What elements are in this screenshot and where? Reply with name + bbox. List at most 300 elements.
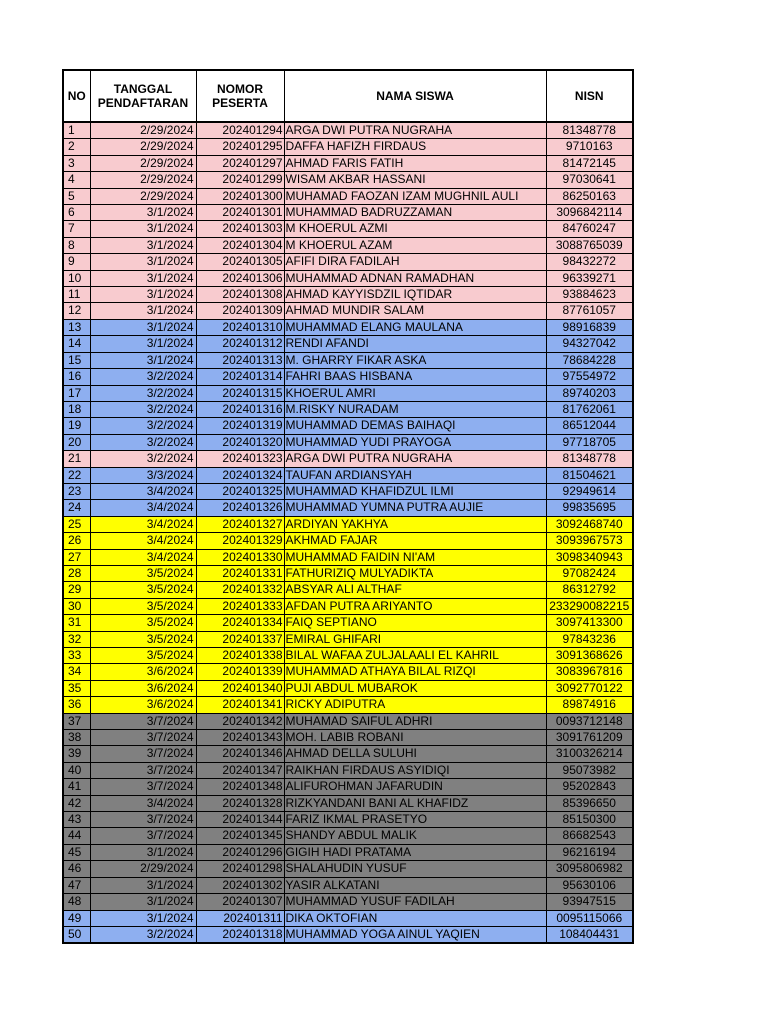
cell-nisn: 3092468740: [546, 516, 633, 532]
cell-tanggal: 3/6/2024: [90, 664, 196, 680]
cell-nama-siswa: MUHAMMAD YOGA AINUL YAQIEN: [284, 926, 546, 943]
cell-no: 1: [63, 122, 90, 139]
cell-nama-siswa: M KHOERUL AZAM: [284, 237, 546, 253]
header-nomor-peserta: NOMOR PESERTA: [196, 70, 284, 122]
cell-nama-siswa: MUHAMMAD ADNAN RAMADHAN: [284, 270, 546, 286]
cell-no: 39: [63, 746, 90, 762]
cell-nisn: 86682543: [546, 828, 633, 844]
cell-nomor-peserta: 202401344: [196, 812, 284, 828]
cell-nomor-peserta: 202401329: [196, 533, 284, 549]
table-row: [63, 516, 633, 532]
header-row: [63, 70, 633, 122]
table-row: [63, 926, 633, 943]
cell-nama-siswa: KHOERUL AMRI: [284, 385, 546, 401]
cell-nama-siswa: FARIZ IKMAL PRASETYO: [284, 812, 546, 828]
header-tanggal-pendaftaran: TANGGAL PENDAFTARAN: [90, 70, 196, 122]
table-row: [63, 582, 633, 598]
cell-no: 8: [63, 237, 90, 253]
table-row: [63, 188, 633, 204]
table-row: [63, 730, 633, 746]
cell-tanggal: 3/7/2024: [90, 828, 196, 844]
cell-nisn: 98916839: [546, 319, 633, 335]
cell-nisn: 0095115066: [546, 910, 633, 926]
cell-no: 33: [63, 648, 90, 664]
cell-nama-siswa: MUHAMMAD ATHAYA BILAL RIZQI: [284, 664, 546, 680]
cell-nomor-peserta: 202401312: [196, 336, 284, 352]
cell-tanggal: 3/4/2024: [90, 795, 196, 811]
cell-nisn: 89740203: [546, 385, 633, 401]
cell-nisn: 81762061: [546, 401, 633, 417]
table-row: [63, 205, 633, 221]
table-row: [63, 270, 633, 286]
cell-nomor-peserta: 202401339: [196, 664, 284, 680]
cell-nomor-peserta: 202401324: [196, 467, 284, 483]
cell-no: 36: [63, 697, 90, 713]
cell-nama-siswa: EMIRAL GHIFARI: [284, 631, 546, 647]
cell-nisn: 3098340943: [546, 549, 633, 565]
cell-nisn: 95630106: [546, 877, 633, 893]
cell-nomor-peserta: 202401297: [196, 155, 284, 171]
cell-nomor-peserta: 202401319: [196, 418, 284, 434]
table-row: [63, 828, 633, 844]
cell-nomor-peserta: 202401311: [196, 910, 284, 926]
table-row: [63, 122, 633, 139]
cell-nisn: 85150300: [546, 812, 633, 828]
table-row: [63, 598, 633, 614]
table-row: [63, 483, 633, 499]
table-row: [63, 549, 633, 565]
cell-tanggal: 3/5/2024: [90, 615, 196, 631]
cell-nomor-peserta: 202401341: [196, 697, 284, 713]
table-row: [63, 434, 633, 450]
cell-no: 50: [63, 926, 90, 943]
cell-no: 3: [63, 155, 90, 171]
table-row: [63, 172, 633, 188]
cell-nomor-peserta: 202401343: [196, 730, 284, 746]
table-row: [63, 500, 633, 516]
cell-tanggal: 3/5/2024: [90, 565, 196, 581]
cell-nisn: 84760247: [546, 221, 633, 237]
cell-no: 18: [63, 401, 90, 417]
cell-nomor-peserta: 202401316: [196, 401, 284, 417]
table-row: [63, 615, 633, 631]
cell-no: 41: [63, 779, 90, 795]
cell-nama-siswa: MUHAMMAD FAIDIN NI'AM: [284, 549, 546, 565]
table-row: [63, 221, 633, 237]
cell-nomor-peserta: 202401325: [196, 483, 284, 499]
table-row: [63, 303, 633, 319]
cell-nama-siswa: FAHRI BAAS HISBANA: [284, 369, 546, 385]
cell-nisn: 99835695: [546, 500, 633, 516]
cell-nomor-peserta: 202401326: [196, 500, 284, 516]
table-row: [63, 139, 633, 155]
cell-nama-siswa: AHMAD MUNDIR SALAM: [284, 303, 546, 319]
table-row: [63, 894, 633, 910]
cell-nisn: 78684228: [546, 352, 633, 368]
cell-nama-siswa: ARGA DWI PUTRA NUGRAHA: [284, 122, 546, 139]
cell-nisn: 85396650: [546, 795, 633, 811]
cell-tanggal: 3/2/2024: [90, 926, 196, 943]
cell-no: 28: [63, 565, 90, 581]
cell-nama-siswa: SHALAHUDIN YUSUF: [284, 861, 546, 877]
cell-nama-siswa: M. GHARRY FIKAR ASKA: [284, 352, 546, 368]
cell-no: 37: [63, 713, 90, 729]
table-row: [63, 680, 633, 696]
cell-no: 14: [63, 336, 90, 352]
cell-no: 38: [63, 730, 90, 746]
cell-tanggal: 2/29/2024: [90, 139, 196, 155]
cell-no: 16: [63, 369, 90, 385]
table-row: [63, 877, 633, 893]
table-row: [63, 254, 633, 270]
table-row: [63, 648, 633, 664]
cell-tanggal: 3/2/2024: [90, 434, 196, 450]
cell-tanggal: 3/1/2024: [90, 221, 196, 237]
cell-tanggal: 3/7/2024: [90, 762, 196, 778]
cell-nomor-peserta: 202401333: [196, 598, 284, 614]
cell-nisn: 97843236: [546, 631, 633, 647]
cell-nama-siswa: GIGIH HADI PRATAMA: [284, 844, 546, 860]
cell-nomor-peserta: 202401342: [196, 713, 284, 729]
cell-nisn: 81472145: [546, 155, 633, 171]
cell-nama-siswa: TAUFAN ARDIANSYAH: [284, 467, 546, 483]
cell-tanggal: 3/2/2024: [90, 401, 196, 417]
cell-nisn: 87761057: [546, 303, 633, 319]
cell-nama-siswa: DIKA OKTOFIAN: [284, 910, 546, 926]
table-row: [63, 287, 633, 303]
cell-nomor-peserta: 202401323: [196, 451, 284, 467]
cell-nomor-peserta: 202401300: [196, 188, 284, 204]
cell-tanggal: 3/4/2024: [90, 500, 196, 516]
cell-nama-siswa: AFDAN PUTRA ARIYANTO: [284, 598, 546, 614]
cell-tanggal: 2/29/2024: [90, 861, 196, 877]
cell-nomor-peserta: 202401315: [196, 385, 284, 401]
cell-nisn: 95202843: [546, 779, 633, 795]
cell-no: 21: [63, 451, 90, 467]
cell-nama-siswa: MUHAMAD SAIFUL ADHRI: [284, 713, 546, 729]
cell-nama-siswa: MUHAMMAD YUMNA PUTRA AUJIE: [284, 500, 546, 516]
cell-nama-siswa: RIZKYANDANI BANI AL KHAFIDZ: [284, 795, 546, 811]
table-row: [63, 237, 633, 253]
cell-nomor-peserta: 202401346: [196, 746, 284, 762]
cell-nisn: 97030641: [546, 172, 633, 188]
cell-nomor-peserta: 202401318: [196, 926, 284, 943]
table-row: [63, 762, 633, 778]
cell-nisn: 3083967816: [546, 664, 633, 680]
cell-nisn: 94327042: [546, 336, 633, 352]
table-row: [63, 385, 633, 401]
cell-no: 15: [63, 352, 90, 368]
cell-nomor-peserta: 202401299: [196, 172, 284, 188]
cell-nomor-peserta: 202401348: [196, 779, 284, 795]
cell-nama-siswa: MUHAMMAD KHAFIDZUL ILMI: [284, 483, 546, 499]
cell-nomor-peserta: 202401308: [196, 287, 284, 303]
cell-nisn: 9710163: [546, 139, 633, 155]
cell-tanggal: 3/1/2024: [90, 336, 196, 352]
cell-nisn: 3091368626: [546, 648, 633, 664]
cell-tanggal: 2/29/2024: [90, 188, 196, 204]
cell-nama-siswa: PUJI ABDUL MUBAROK: [284, 680, 546, 696]
table-row: [63, 861, 633, 877]
cell-no: 5: [63, 188, 90, 204]
cell-tanggal: 3/1/2024: [90, 254, 196, 270]
table-row: [63, 451, 633, 467]
cell-nama-siswa: BILAL WAFAA ZULJALAALI EL KAHRIL: [284, 648, 546, 664]
cell-nisn: 86512044: [546, 418, 633, 434]
cell-nisn: 86250163: [546, 188, 633, 204]
cell-nomor-peserta: 202401295: [196, 139, 284, 155]
cell-tanggal: 3/2/2024: [90, 369, 196, 385]
cell-nisn: 93884623: [546, 287, 633, 303]
cell-tanggal: 3/2/2024: [90, 451, 196, 467]
cell-no: 9: [63, 254, 90, 270]
cell-no: 46: [63, 861, 90, 877]
cell-tanggal: 3/6/2024: [90, 697, 196, 713]
cell-tanggal: 3/1/2024: [90, 319, 196, 335]
cell-no: 30: [63, 598, 90, 614]
table-row: [63, 565, 633, 581]
cell-nomor-peserta: 202401309: [196, 303, 284, 319]
cell-no: 40: [63, 762, 90, 778]
cell-nomor-peserta: 202401340: [196, 680, 284, 696]
cell-nisn: 96216194: [546, 844, 633, 860]
cell-nomor-peserta: 202401306: [196, 270, 284, 286]
cell-tanggal: 3/7/2024: [90, 713, 196, 729]
cell-nama-siswa: AHMAD FARIS FATIH: [284, 155, 546, 171]
cell-tanggal: 2/29/2024: [90, 172, 196, 188]
cell-tanggal: 3/7/2024: [90, 746, 196, 762]
cell-nama-siswa: RICKY ADIPUTRA: [284, 697, 546, 713]
cell-tanggal: 3/1/2024: [90, 910, 196, 926]
cell-no: 10: [63, 270, 90, 286]
cell-nisn: 0093712148: [546, 713, 633, 729]
cell-tanggal: 3/5/2024: [90, 582, 196, 598]
table-row: [63, 319, 633, 335]
cell-tanggal: 3/4/2024: [90, 483, 196, 499]
cell-nama-siswa: M.RISKY NURADAM: [284, 401, 546, 417]
cell-nisn: 97554972: [546, 369, 633, 385]
cell-nisn: 92949614: [546, 483, 633, 499]
cell-no: 48: [63, 894, 90, 910]
cell-tanggal: 3/5/2024: [90, 648, 196, 664]
cell-tanggal: 3/3/2024: [90, 467, 196, 483]
cell-nomor-peserta: 202401304: [196, 237, 284, 253]
cell-no: 12: [63, 303, 90, 319]
cell-no: 23: [63, 483, 90, 499]
cell-nomor-peserta: 202401345: [196, 828, 284, 844]
cell-no: 19: [63, 418, 90, 434]
cell-nisn: 81504621: [546, 467, 633, 483]
cell-no: 44: [63, 828, 90, 844]
cell-tanggal: 2/29/2024: [90, 122, 196, 139]
cell-tanggal: 3/1/2024: [90, 894, 196, 910]
cell-nomor-peserta: 202401303: [196, 221, 284, 237]
cell-nisn: 97718705: [546, 434, 633, 450]
cell-nomor-peserta: 202401331: [196, 565, 284, 581]
cell-tanggal: 3/1/2024: [90, 352, 196, 368]
cell-no: 25: [63, 516, 90, 532]
table-row: [63, 779, 633, 795]
cell-nisn: 3093967573: [546, 533, 633, 549]
table-row: [63, 631, 633, 647]
table-row: [63, 336, 633, 352]
table-row: [63, 352, 633, 368]
cell-nama-siswa: YASIR ALKATANI: [284, 877, 546, 893]
cell-nisn: 96339271: [546, 270, 633, 286]
cell-no: 42: [63, 795, 90, 811]
cell-nama-siswa: AFIFI DIRA FADILAH: [284, 254, 546, 270]
cell-nomor-peserta: 202401313: [196, 352, 284, 368]
cell-tanggal: 3/1/2024: [90, 303, 196, 319]
cell-nisn: 233290082215: [546, 598, 633, 614]
cell-nisn: 95073982: [546, 762, 633, 778]
cell-no: 35: [63, 680, 90, 696]
cell-no: 31: [63, 615, 90, 631]
cell-nisn: 3092770122: [546, 680, 633, 696]
cell-nama-siswa: RAIKHAN FIRDAUS ASYIDIQI: [284, 762, 546, 778]
registration-table: [62, 69, 634, 944]
cell-tanggal: 3/1/2024: [90, 287, 196, 303]
header-nama-siswa: NAMA SISWA: [284, 70, 546, 122]
table-row: [63, 812, 633, 828]
cell-no: 47: [63, 877, 90, 893]
cell-nomor-peserta: 202401294: [196, 122, 284, 139]
cell-tanggal: 3/1/2024: [90, 270, 196, 286]
cell-nomor-peserta: 202401327: [196, 516, 284, 532]
cell-nisn: 81348778: [546, 122, 633, 139]
header-no: NO: [63, 70, 90, 122]
cell-nisn: 86312792: [546, 582, 633, 598]
cell-tanggal: 3/5/2024: [90, 598, 196, 614]
cell-nomor-peserta: 202401330: [196, 549, 284, 565]
table-row: [63, 467, 633, 483]
cell-nomor-peserta: 202401320: [196, 434, 284, 450]
cell-nama-siswa: MUHAMMAD BADRUZZAMAN: [284, 205, 546, 221]
cell-no: 34: [63, 664, 90, 680]
cell-nomor-peserta: 202401307: [196, 894, 284, 910]
cell-no: 22: [63, 467, 90, 483]
cell-no: 32: [63, 631, 90, 647]
cell-nama-siswa: AKHMAD FAJAR: [284, 533, 546, 549]
cell-nomor-peserta: 202401302: [196, 877, 284, 893]
cell-tanggal: 3/5/2024: [90, 631, 196, 647]
cell-nama-siswa: ALIFUROHMAN JAFARUDIN: [284, 779, 546, 795]
cell-nama-siswa: MUHAMMAD DEMAS BAIHAQI: [284, 418, 546, 434]
table-row: [63, 369, 633, 385]
cell-nama-siswa: MOH. LABIB ROBANI: [284, 730, 546, 746]
cell-tanggal: 3/1/2024: [90, 237, 196, 253]
cell-nama-siswa: AHMAD DELLA SULUHI: [284, 746, 546, 762]
cell-nisn: 93947515: [546, 894, 633, 910]
cell-nomor-peserta: 202401334: [196, 615, 284, 631]
cell-nisn: 3096842114: [546, 205, 633, 221]
cell-nomor-peserta: 202401298: [196, 861, 284, 877]
table-row: [63, 910, 633, 926]
cell-tanggal: 3/7/2024: [90, 730, 196, 746]
table-body: [63, 122, 633, 943]
cell-no: 27: [63, 549, 90, 565]
cell-no: 11: [63, 287, 90, 303]
cell-nama-siswa: MUHAMMAD YUDI PRAYOGA: [284, 434, 546, 450]
table-row: [63, 697, 633, 713]
cell-nama-siswa: MUHAMMAD YUSUF FADILAH: [284, 894, 546, 910]
cell-no: 24: [63, 500, 90, 516]
table-row: [63, 533, 633, 549]
cell-tanggal: 3/4/2024: [90, 533, 196, 549]
cell-nisn: 81348778: [546, 451, 633, 467]
cell-no: 29: [63, 582, 90, 598]
cell-nisn: 98432272: [546, 254, 633, 270]
cell-tanggal: 3/4/2024: [90, 549, 196, 565]
cell-nomor-peserta: 202401338: [196, 648, 284, 664]
cell-nomor-peserta: 202401314: [196, 369, 284, 385]
cell-nama-siswa: FATHURIZIQ MULYADIKTA: [284, 565, 546, 581]
cell-nomor-peserta: 202401296: [196, 844, 284, 860]
cell-nama-siswa: ABSYAR ALI ALTHAF: [284, 582, 546, 598]
cell-nisn: 89874916: [546, 697, 633, 713]
cell-nama-siswa: FAIQ SEPTIANO: [284, 615, 546, 631]
cell-tanggal: 3/7/2024: [90, 779, 196, 795]
cell-nomor-peserta: 202401347: [196, 762, 284, 778]
cell-nomor-peserta: 202401328: [196, 795, 284, 811]
cell-no: 20: [63, 434, 90, 450]
cell-no: 26: [63, 533, 90, 549]
cell-tanggal: 3/1/2024: [90, 877, 196, 893]
cell-nisn: 108404431: [546, 926, 633, 943]
cell-tanggal: 3/2/2024: [90, 418, 196, 434]
cell-nisn: 97082424: [546, 565, 633, 581]
cell-nama-siswa: ARGA DWI PUTRA NUGRAHA: [284, 451, 546, 467]
table-row: [63, 746, 633, 762]
table-row: [63, 795, 633, 811]
cell-nama-siswa: SHANDY ABDUL MALIK: [284, 828, 546, 844]
cell-nisn: 3091761209: [546, 730, 633, 746]
cell-nisn: 3097413300: [546, 615, 633, 631]
cell-nisn: 3088765039: [546, 237, 633, 253]
cell-nama-siswa: DAFFA HAFIZH FIRDAUS: [284, 139, 546, 155]
cell-no: 17: [63, 385, 90, 401]
cell-tanggal: 3/6/2024: [90, 680, 196, 696]
cell-nomor-peserta: 202401332: [196, 582, 284, 598]
cell-nomor-peserta: 202401310: [196, 319, 284, 335]
cell-no: 45: [63, 844, 90, 860]
table-row: [63, 713, 633, 729]
cell-nomor-peserta: 202401305: [196, 254, 284, 270]
cell-tanggal: 3/7/2024: [90, 812, 196, 828]
cell-nama-siswa: RENDI AFANDI: [284, 336, 546, 352]
cell-tanggal: 3/4/2024: [90, 516, 196, 532]
header-nisn: NISN: [546, 70, 633, 122]
cell-nama-siswa: MUHAMMAD ELANG MAULANA: [284, 319, 546, 335]
cell-tanggal: 3/1/2024: [90, 205, 196, 221]
cell-nama-siswa: ARDIYAN YAKHYA: [284, 516, 546, 532]
cell-nisn: 3095806982: [546, 861, 633, 877]
cell-no: 49: [63, 910, 90, 926]
cell-tanggal: 2/29/2024: [90, 155, 196, 171]
cell-nama-siswa: AHMAD KAYYISDZIL IQTIDAR: [284, 287, 546, 303]
cell-nisn: 3100326214: [546, 746, 633, 762]
cell-no: 7: [63, 221, 90, 237]
cell-nama-siswa: M KHOERUL AZMI: [284, 221, 546, 237]
cell-tanggal: 3/2/2024: [90, 385, 196, 401]
table-row: [63, 401, 633, 417]
cell-nama-siswa: WISAM AKBAR HASSANI: [284, 172, 546, 188]
cell-nama-siswa: MUHAMAD FAOZAN IZAM MUGHNIL AULI: [284, 188, 546, 204]
table-row: [63, 418, 633, 434]
cell-nomor-peserta: 202401301: [196, 205, 284, 221]
cell-no: 4: [63, 172, 90, 188]
cell-no: 13: [63, 319, 90, 335]
